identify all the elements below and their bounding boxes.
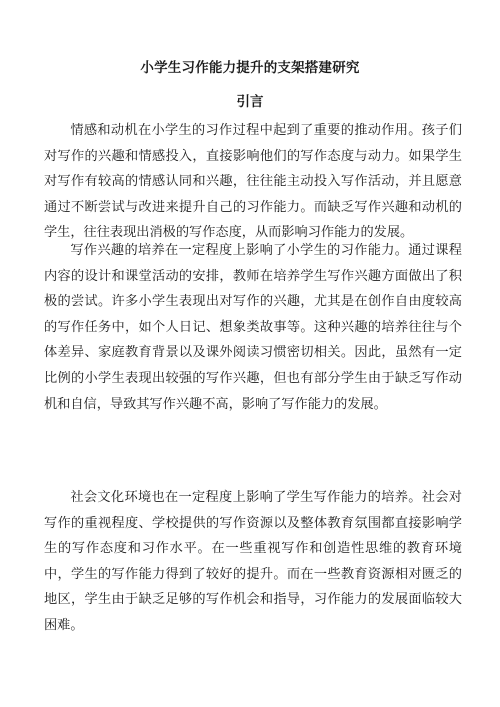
document-title: 小学生习作能力提升的支架搭建研究 bbox=[140, 60, 360, 76]
section-heading: 引言 bbox=[236, 94, 264, 110]
body-paragraph-1: 情感和动机在小学生的习作过程中起到了重要的推动作用。孩子们对写作的兴趣和情感投入，直接影响他们的写作态度与动力。如果学生对写作有较高的情感认同和兴趣，往往能主动投入写作活动，并且愿意通过不断尝试与改进来提升自己的习作能力。而缺乏写作兴趣和动机的学生，往往表现出消极的写作态度，从而影响习作能力的发展。 bbox=[44, 123, 462, 241]
body-paragraph-2: 写作兴趣的培养在一定程度上影响了小学生的习作能力。通过课程内容的设计和课堂活动的安排，教师在培养学生写作兴趣方面做出了积极的尝试。许多小学生表现出对写作的兴趣，尤其是在创作自由度较高的写作任务中，如个人日记、想象类故事等。这种兴趣的培养往往与个体差异、家庭教育背景以及课外阅读习惯密切相关。因此，虽然有一定比例的小学生表现出较强的写作兴趣，但也有部分学生由于缺乏写作动机和自信，导致其写作兴趣不高，影响了写作能力的发展。 bbox=[44, 243, 462, 412]
body-paragraph-3: 社会文化环境也在一定程度上影响了学生写作能力的培养。社会对写作的重视程度、学校提供的写作资源以及整体教育氛围都直接影响学生的写作态度和习作水平。在一些重视写作和创造性思维的教育环境中，学生的写作能力得到了较好的提升。而在一些教育资源相对匮乏的地区，学生由于缺乏足够的写作机会和指导，习作能力的发展面临较大困难。 bbox=[44, 490, 462, 633]
